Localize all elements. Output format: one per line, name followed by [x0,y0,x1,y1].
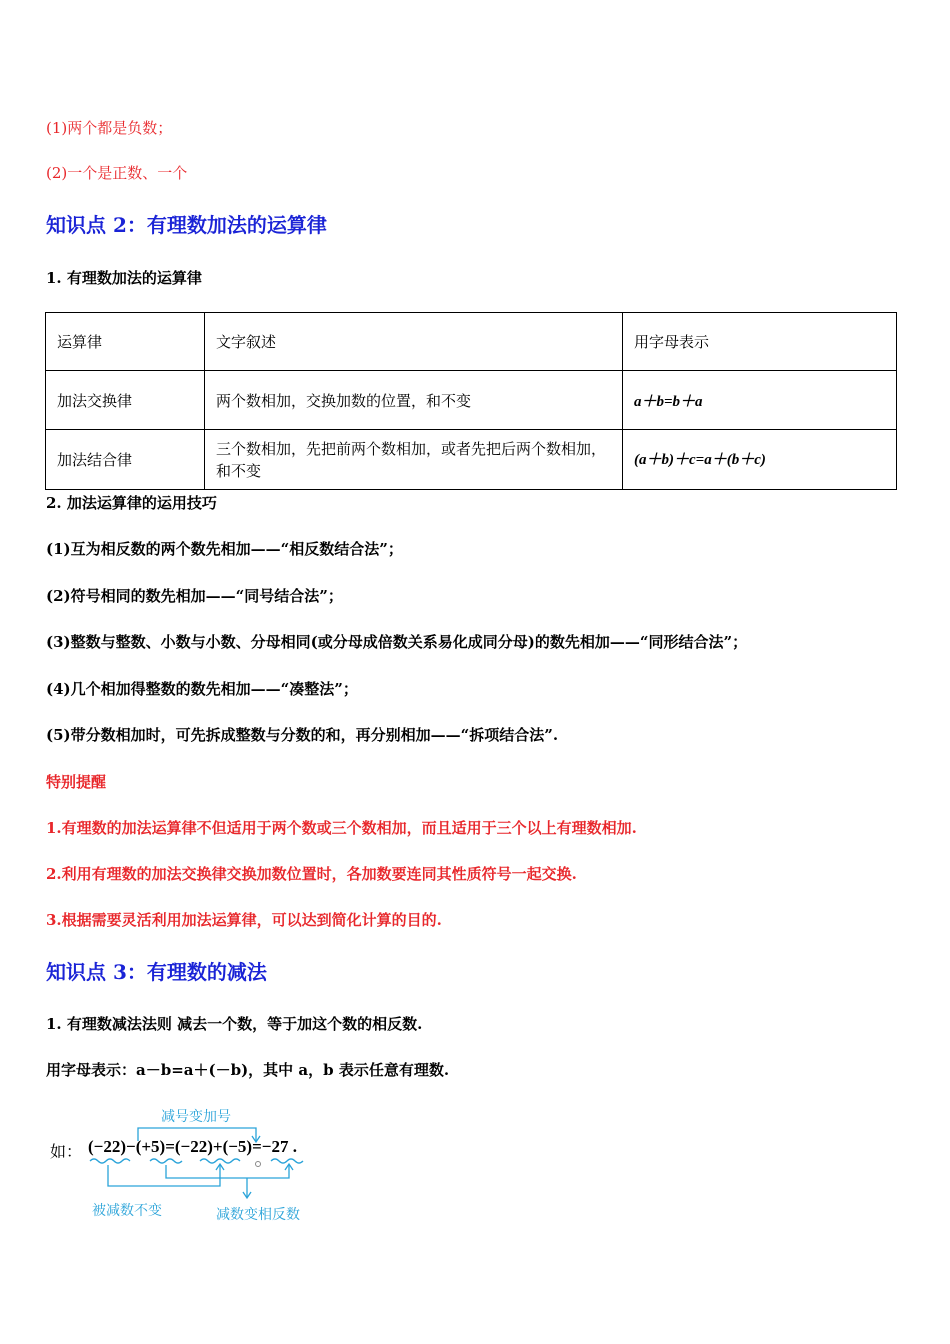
table-cell-law: 加法结合律 [46,430,205,490]
table-cell-desc: 两个数相加，交换加数的位置，和不变 [205,371,623,430]
reminder-item: 2.利用有理数的加法交换律交换加数位置时，各加数要连同其性质符号一起交换. [46,865,577,883]
section2-sub1: 1. 有理数加法的运算律 [46,269,202,287]
reminder-item: 1.有理数的加法运算律不但适用于两个数或三个数相加，而且适用于三个以上有理数相加. [46,819,637,837]
label-subtrahend-opposite: 减数变相反数 [216,1207,300,1223]
tip-item: (4)几个相加得整数的数先相加——“凑整法”； [46,680,358,698]
label-minuend-unchanged: 被减数不变 [92,1203,162,1219]
tip-item: (3)整数与整数、小数与小数、分母相同(或分母成倍数关系易化成同分母)的数先相加——“同形结合法”； [46,633,748,651]
subtraction-rule: 1. 有理数减法法则 减去一个数，等于加这个数的相反数. [46,1015,423,1033]
section2-sub2: 2. 加法运算律的运用技巧 [46,494,217,512]
example-expression: (−22)−(+5)=(−22)+(−5)=−27 . [88,1137,297,1156]
section2-title: 知识点 2：有理数加法的运算律 [46,213,327,237]
table-cell-formula: a＋b=b＋a [623,371,897,430]
table-cell-law: 加法交换律 [46,371,205,430]
reminder-title: 特别提醒 [46,773,107,791]
top-item-1: (1)两个都是负数； [46,119,173,137]
table-cell-desc: 三个数相加，先把前两个数相加，或者先把后两个数相加，和不变 [205,430,623,490]
example-prefix: 如： [50,1142,83,1161]
label-minus-to-plus: 减号变加号 [161,1109,231,1125]
wave-subtrahend-2 [271,1159,303,1163]
bracket-right [166,1165,289,1178]
table-header-formula: 用字母表示 [623,313,897,371]
tip-item: (5)带分数相加时，可先拆成整数与分数的和，再分别相加——“拆项结合法”. [46,726,559,744]
top-item-2: (2)一个是正数、一个 [46,164,188,182]
reminder-item: 3.根据需要灵活利用加法运算律，可以达到简化计算的目的. [46,911,442,929]
section3-title: 知识点 3：有理数的减法 [46,960,267,984]
bracket-top [138,1128,256,1141]
wave-minuend-2 [200,1159,240,1163]
bracket-left [108,1165,220,1186]
tip-item: (2)符号相同的数先相加——“同号结合法”； [46,587,343,605]
table-header-desc: 文字叙述 [205,313,623,371]
tip-item: (1)互为相反数的两个数先相加——“相反数结合法”； [46,540,403,558]
table-cell-formula: (a＋b)＋c=a＋(b＋c) [623,430,897,490]
letter-form: 用字母表示：a－b=a＋(－b)，其中 a，b 表示任意有理数. [46,1061,450,1079]
wave-subtrahend [150,1159,182,1163]
small-circle-mark [256,1162,261,1167]
table-header-law: 运算律 [46,313,205,371]
wave-minuend [90,1159,130,1163]
